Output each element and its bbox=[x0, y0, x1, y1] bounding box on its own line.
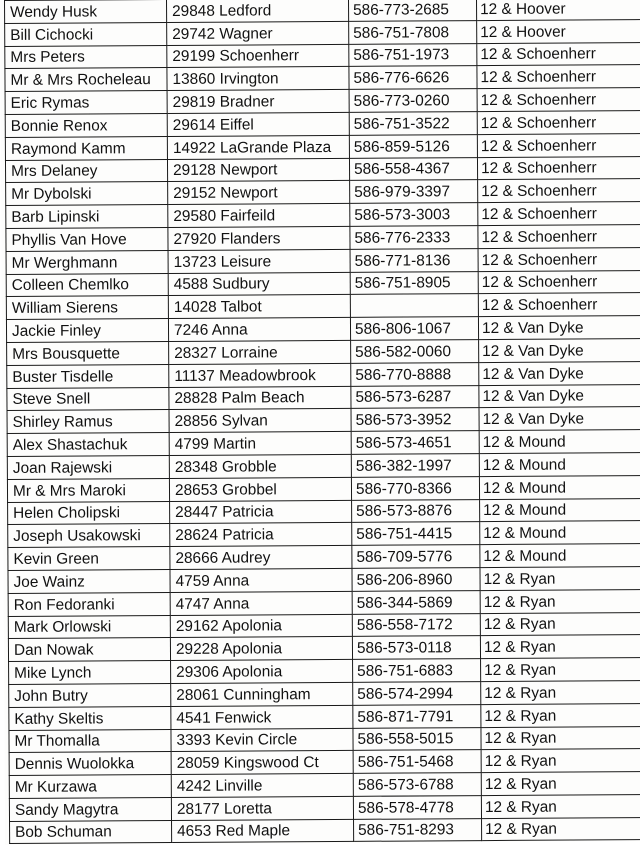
table-row bbox=[5, 42, 640, 69]
name-cell: Mr Dybolski bbox=[6, 182, 168, 206]
area-cell: 12 & Schoenherr bbox=[477, 88, 640, 112]
phone-cell: 586-558-4367 bbox=[349, 157, 477, 181]
name-cell: Barb Lipinski bbox=[6, 205, 168, 229]
address-cell: 13723 Leisure bbox=[168, 249, 350, 273]
area-cell: 12 & Van Dyke bbox=[479, 361, 640, 385]
area-cell: 12 & Schoenherr bbox=[477, 42, 640, 66]
table-row bbox=[7, 475, 640, 502]
table-row bbox=[8, 566, 640, 593]
phone-cell: 586-573-0118 bbox=[352, 636, 480, 660]
address-cell: 28856 Sylvan bbox=[169, 409, 351, 433]
area-cell: 12 & Mound bbox=[480, 498, 640, 522]
address-cell: 28059 Kingswood Ct bbox=[171, 751, 353, 775]
name-cell: Shirley Ramus bbox=[7, 410, 169, 434]
address-cell: 3393 Kevin Circle bbox=[171, 728, 353, 752]
address-cell: 29580 Fairfeild bbox=[168, 204, 350, 228]
area-cell: 12 & Schoenherr bbox=[478, 179, 640, 203]
area-cell: 12 & Ryan bbox=[481, 658, 640, 682]
address-cell: 28447 Patricia bbox=[170, 500, 352, 524]
address-cell: 28828 Palm Beach bbox=[169, 386, 351, 410]
table-row bbox=[8, 498, 640, 525]
address-cell: 4242 Linville bbox=[171, 773, 353, 797]
address-cell: 29152 Newport bbox=[168, 181, 350, 205]
name-cell: Steve Snell bbox=[7, 387, 169, 411]
address-cell: 11137 Meadowbrook bbox=[169, 363, 351, 387]
name-cell: Mrs Bousquette bbox=[7, 341, 169, 365]
name-cell: John Butry bbox=[9, 683, 171, 707]
area-cell: 12 & Schoenherr bbox=[478, 293, 640, 317]
phone-cell: 586-558-7172 bbox=[352, 613, 480, 637]
phone-cell: 586-573-3952 bbox=[351, 408, 479, 432]
area-cell: 12 & Schoenherr bbox=[478, 270, 640, 294]
address-cell: 29128 Newport bbox=[167, 158, 349, 182]
name-cell: Raymond Kamm bbox=[5, 136, 167, 160]
table-row bbox=[6, 293, 640, 320]
name-cell: Dennis Wuolokka bbox=[9, 752, 171, 776]
address-cell: 29742 Wagner bbox=[167, 21, 349, 45]
phone-cell: 586-773-0260 bbox=[349, 89, 477, 113]
address-cell: 27920 Flanders bbox=[168, 226, 350, 250]
phone-cell: 586-859-5126 bbox=[349, 134, 477, 158]
address-cell: 29228 Apolonia bbox=[170, 637, 352, 661]
area-cell: 12 & Schoenherr bbox=[477, 111, 640, 135]
name-cell: Wendy Husk bbox=[5, 0, 167, 23]
table-row bbox=[8, 635, 640, 662]
address-cell: 4541 Fenwick bbox=[171, 705, 353, 729]
table-row bbox=[9, 658, 640, 685]
table-row bbox=[7, 430, 640, 457]
name-cell: Bob Schuman bbox=[10, 820, 172, 844]
phone-cell: 586-206-8960 bbox=[352, 568, 480, 592]
address-cell: 7246 Anna bbox=[168, 318, 350, 342]
phone-cell: 586-573-6788 bbox=[353, 773, 481, 797]
table-row bbox=[9, 726, 640, 753]
table-row bbox=[6, 316, 640, 343]
address-cell: 28327 Lorraine bbox=[169, 340, 351, 364]
area-cell: 12 & Van Dyke bbox=[479, 339, 640, 363]
phone-cell: 586-751-6883 bbox=[353, 659, 481, 683]
address-cell: 29614 Eiffel bbox=[167, 112, 349, 136]
phone-cell: 586-751-3522 bbox=[349, 112, 477, 136]
phone-cell: 586-344-5869 bbox=[352, 590, 480, 614]
name-cell: Colleen Chemlko bbox=[6, 273, 168, 297]
name-cell: Mr Thomalla bbox=[9, 729, 171, 753]
table-row bbox=[7, 339, 640, 366]
name-cell: Mrs Delaney bbox=[5, 159, 167, 183]
name-cell: Alex Shastachuk bbox=[7, 433, 169, 457]
table-row bbox=[7, 361, 640, 388]
area-cell: 12 & Ryan bbox=[482, 817, 640, 841]
table-row bbox=[7, 407, 640, 434]
address-cell: 29162 Apolonia bbox=[170, 614, 352, 638]
phone-cell: 586-751-5468 bbox=[353, 750, 481, 774]
area-cell: 12 & Schoenherr bbox=[478, 247, 640, 271]
phone-cell: 586-573-6287 bbox=[351, 385, 479, 409]
table-row bbox=[6, 202, 640, 229]
area-cell: 12 & Mound bbox=[480, 521, 640, 545]
name-cell: Dan Nowak bbox=[8, 638, 170, 662]
contact-table bbox=[4, 0, 640, 844]
name-cell: Mr & Mrs Maroki bbox=[7, 478, 169, 502]
area-cell: 12 & Van Dyke bbox=[478, 316, 640, 340]
phone-cell: 586-776-2333 bbox=[350, 226, 478, 250]
table-row bbox=[9, 794, 640, 821]
name-cell: Bill Cichocki bbox=[5, 22, 167, 46]
address-cell: 4747 Anna bbox=[170, 591, 352, 615]
phone-cell: 586-751-4415 bbox=[352, 522, 480, 546]
phone-cell: 586-751-8905 bbox=[350, 271, 478, 295]
name-cell: Helen Cholipski bbox=[8, 501, 170, 525]
name-cell: Mr & Mrs Rocheleau bbox=[5, 68, 167, 92]
phone-cell: 586-573-3003 bbox=[350, 203, 478, 227]
area-cell: 12 & Van Dyke bbox=[479, 384, 640, 408]
phone-cell: 586-806-1067 bbox=[350, 317, 478, 341]
area-cell: 12 & Mound bbox=[479, 475, 640, 499]
address-cell: 29199 Schoenherr bbox=[167, 44, 349, 68]
phone-cell bbox=[350, 294, 478, 318]
area-cell: 12 & Ryan bbox=[480, 566, 640, 590]
name-cell: Joseph Usakowski bbox=[8, 524, 170, 548]
name-cell: Buster Tisdelle bbox=[7, 364, 169, 388]
address-cell: 28061 Cunningham bbox=[171, 682, 353, 706]
table-row bbox=[5, 19, 640, 46]
area-cell: 12 & Schoenherr bbox=[478, 225, 640, 249]
phone-cell: 586-770-8366 bbox=[351, 476, 479, 500]
name-cell: Sandy Magytra bbox=[9, 797, 171, 821]
name-cell: Mrs Peters bbox=[5, 45, 167, 69]
phone-cell: 586-382-1997 bbox=[351, 454, 479, 478]
address-cell: 28348 Grobble bbox=[169, 454, 351, 478]
phone-cell: 586-751-8293 bbox=[354, 818, 482, 842]
phone-cell: 586-979-3397 bbox=[350, 180, 478, 204]
table-row bbox=[5, 156, 640, 183]
table-row bbox=[7, 452, 640, 479]
name-cell: Eric Rymas bbox=[5, 91, 167, 115]
table-row bbox=[9, 703, 640, 730]
address-cell: 13860 Irvington bbox=[167, 67, 349, 91]
phone-cell: 586-751-7808 bbox=[349, 20, 477, 44]
area-cell: 12 & Ryan bbox=[481, 726, 640, 750]
name-cell: Kathy Skeltis bbox=[9, 706, 171, 730]
name-cell: Jackie Finley bbox=[6, 319, 168, 343]
area-cell: 12 & Schoenherr bbox=[477, 156, 640, 180]
address-cell: 14922 LaGrande Plaza bbox=[167, 135, 349, 159]
area-cell: 12 & Hoover bbox=[476, 0, 640, 20]
name-cell: William Sierens bbox=[6, 296, 168, 320]
area-cell: 12 & Hoover bbox=[477, 19, 640, 43]
phone-cell: 586-573-8876 bbox=[352, 499, 480, 523]
address-cell: 14028 Talbot bbox=[168, 295, 350, 319]
table-row bbox=[7, 384, 640, 411]
phone-cell: 586-771-8136 bbox=[350, 248, 478, 272]
area-cell: 12 & Mound bbox=[480, 544, 640, 568]
area-cell: 12 & Van Dyke bbox=[479, 407, 640, 431]
table-row bbox=[5, 88, 640, 115]
table-row bbox=[10, 817, 640, 844]
address-cell: 4653 Red Maple bbox=[172, 819, 354, 843]
address-cell: 28624 Patricia bbox=[170, 523, 352, 547]
phone-cell: 586-578-4778 bbox=[353, 795, 481, 819]
phone-cell: 586-709-5776 bbox=[352, 545, 480, 569]
table-row bbox=[9, 680, 640, 707]
area-cell: 12 & Ryan bbox=[481, 749, 640, 773]
address-cell: 28666 Audrey bbox=[170, 545, 352, 569]
area-cell: 12 & Ryan bbox=[481, 772, 640, 796]
name-cell: Mr Kurzawa bbox=[9, 775, 171, 799]
area-cell: 12 & Ryan bbox=[481, 794, 640, 818]
name-cell: Mike Lynch bbox=[9, 661, 171, 685]
name-cell: Joan Rajewski bbox=[7, 455, 169, 479]
name-cell: Ron Fedoranki bbox=[8, 592, 170, 616]
area-cell: 12 & Ryan bbox=[480, 612, 640, 636]
phone-cell: 586-776-6626 bbox=[349, 66, 477, 90]
table-row bbox=[8, 521, 640, 548]
table-row bbox=[5, 65, 640, 92]
name-cell: Joe Wainz bbox=[8, 569, 170, 593]
area-cell: 12 & Ryan bbox=[481, 680, 640, 704]
address-cell: 4759 Anna bbox=[170, 568, 352, 592]
area-cell: 12 & Schoenherr bbox=[477, 133, 640, 157]
phone-cell: 586-582-0060 bbox=[351, 340, 479, 364]
address-cell: 28653 Grobbel bbox=[169, 477, 351, 501]
address-cell: 4588 Sudbury bbox=[168, 272, 350, 296]
address-cell: 29819 Bradner bbox=[167, 90, 349, 114]
name-cell: Mr Werghmann bbox=[6, 250, 168, 274]
phone-cell: 586-573-4651 bbox=[351, 431, 479, 455]
phone-cell: 586-751-1973 bbox=[349, 43, 477, 67]
area-cell: 12 & Mound bbox=[479, 452, 640, 476]
table-row bbox=[9, 749, 640, 776]
table-row bbox=[5, 111, 640, 138]
table-row bbox=[6, 179, 640, 206]
name-cell: Kevin Green bbox=[8, 547, 170, 571]
phone-cell: 586-574-2994 bbox=[353, 681, 481, 705]
area-cell: 12 & Ryan bbox=[480, 589, 640, 613]
table-row bbox=[6, 247, 640, 274]
area-cell: 12 & Schoenherr bbox=[478, 202, 640, 226]
area-cell: 12 & Schoenherr bbox=[477, 65, 640, 89]
name-cell: Bonnie Renox bbox=[5, 113, 167, 137]
name-cell: Phyllis Van Hove bbox=[6, 227, 168, 251]
table-row bbox=[8, 589, 640, 616]
phone-cell: 586-770-8888 bbox=[351, 362, 479, 386]
table-row bbox=[8, 544, 640, 571]
area-cell: 12 & Mound bbox=[479, 430, 640, 454]
address-cell: 29848 Ledford bbox=[166, 0, 348, 22]
table-row bbox=[8, 612, 640, 639]
address-cell: 4799 Martin bbox=[169, 432, 351, 456]
table-row bbox=[6, 225, 640, 252]
contact-table-body bbox=[5, 0, 640, 844]
table-row bbox=[9, 772, 640, 799]
table-row bbox=[6, 270, 640, 297]
area-cell: 12 & Ryan bbox=[481, 703, 640, 727]
phone-cell: 586-558-5015 bbox=[353, 727, 481, 751]
address-cell: 29306 Apolonia bbox=[171, 659, 353, 683]
phone-cell: 586-871-7791 bbox=[353, 704, 481, 728]
name-cell: Mark Orlowski bbox=[8, 615, 170, 639]
phone-cell: 586-773-2685 bbox=[348, 0, 476, 21]
address-cell: 28177 Loretta bbox=[171, 796, 353, 820]
table-row bbox=[5, 133, 640, 160]
area-cell: 12 & Ryan bbox=[480, 635, 640, 659]
